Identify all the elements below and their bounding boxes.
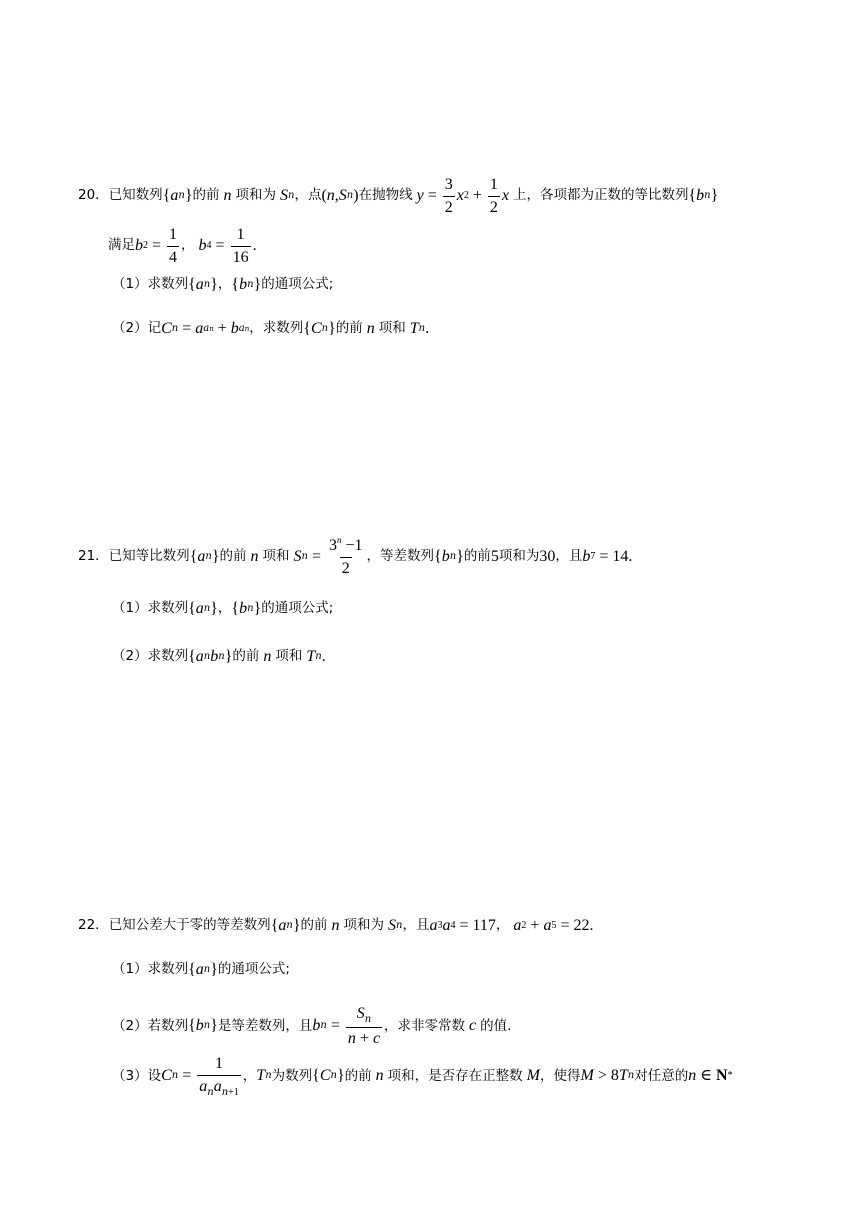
text: 项和 [262, 547, 290, 564]
text: . [628, 547, 633, 565]
text: 的前 [300, 917, 328, 934]
fraction: $\frac{S_n}{n + c}$ [347, 1005, 381, 1047]
text: ，求非零常数 [384, 1017, 466, 1034]
number: 5 [490, 547, 499, 565]
text: ，且 [402, 917, 430, 934]
text: 项和为 [235, 187, 277, 204]
fraction: $\frac{3^n -1}{2}$ [329, 535, 363, 577]
fraction: $\frac{3}{2}$ [444, 176, 453, 216]
text: 上，各项都为正数的等比数列 [512, 187, 689, 204]
problem-number: 20． [78, 187, 109, 204]
text: 项和为 [343, 917, 385, 934]
text: . [589, 917, 594, 934]
text: 满足 [108, 237, 135, 254]
text: 的前 [219, 547, 247, 564]
number: 30 [539, 547, 556, 565]
p21-question-2: （2）求数列 { a n b n } 的前 n 项和 T n . [112, 648, 326, 665]
text: 的通项公式; [261, 276, 334, 293]
number: 14 [612, 547, 629, 565]
text: （1）求数列 [112, 600, 189, 617]
text: 的前 [463, 547, 491, 564]
text: 项和 [378, 320, 406, 337]
number: 22 [573, 917, 590, 934]
text: ， [242, 1067, 257, 1084]
text: （2）若数列 [112, 1017, 189, 1034]
text: 的前 [344, 1067, 372, 1084]
text: . [252, 237, 257, 255]
fraction: $\frac{1}{16}$ [232, 226, 249, 266]
text: ， [217, 600, 232, 617]
text: 项和 [275, 648, 303, 665]
text: ，点 [294, 187, 322, 204]
problem-number: 22． [78, 917, 109, 934]
p22-question-1: （1）求数列 { a n } 的通项公式; [112, 961, 290, 978]
number: 117 [472, 917, 496, 934]
text: 已知等比数列 [108, 547, 190, 564]
text: ，等差数列 [366, 547, 435, 564]
text: 已知公差大于零的等差数列 [108, 917, 271, 934]
p20-stem-line1: 20． 已知数列 { a n } 的前 n 项和为 S n ，点 ( n , S n ) 在抛物线 y = $\frac{3}{2}$ x 2 + $\frac{1}{2}$ x 上，各项都为正数的等比数列 { b n } [78, 176, 719, 216]
p21-question-1: （1）求数列 { a n } ， { b n } 的通项公式; [112, 600, 334, 617]
text: 的通项公式; [217, 961, 290, 978]
text: . [425, 320, 430, 337]
p22-question-3: （3）设 C n = $\frac{1}{a_na_{n+1}}$ ， T n 为数列 { C n } 的前 n 项和，是否存在正整数 M ，使得 M > 8 T n 对任意的 n ∈ N * [112, 1055, 733, 1098]
text: 的通项公式; [261, 600, 334, 617]
text: ，且 [555, 547, 583, 564]
text: ， [217, 276, 232, 293]
text: （1）求数列 [112, 961, 189, 978]
fraction: $\frac{1}{a_na_{n+1}}$ [199, 1055, 239, 1098]
text: 在抛物线 [358, 187, 413, 204]
text: 已知数列 [108, 187, 163, 204]
text: 的前 [335, 320, 363, 337]
text: ， [495, 917, 510, 934]
text: （3）设 [112, 1067, 162, 1084]
p20-question-2: （2）记 C n = a a n + b a n ，求数列 { C n } 的前 n 项和 T n . [112, 320, 430, 337]
text: 对任意的 [634, 1067, 689, 1084]
text: ， [181, 237, 195, 254]
fraction: $\frac{1}{4}$ [169, 226, 178, 266]
text: 的前 [192, 187, 220, 204]
text: （2）记 [112, 320, 162, 337]
text: （1）求数列 [112, 276, 189, 293]
p22-question-2: （2）若数列 { b n } 是等差数列，且 b n = $\frac{S_n}{n + c}$ ，求非零常数 c 的值. [112, 1005, 512, 1047]
text: 的值. [480, 1017, 512, 1034]
text: 为数列 [271, 1067, 313, 1084]
p20-stem-line2: 满足 b 2 = $\frac{1}{4}$ ， b 4 = $\frac{1}{16}$ . [108, 226, 257, 266]
text: 的前 [232, 648, 260, 665]
text: ，使得 [539, 1067, 581, 1084]
p20-question-1: （1）求数列 { a n } ， { b n } 的通项公式; [112, 276, 334, 293]
text: ，求数列 [249, 320, 304, 337]
p22-stem: 22． 已知公差大于零的等差数列 { a n } 的前 n 项和为 S n ，且 a 3 a 4 = 117 ， a 2 + a 5 = 22 . [78, 917, 594, 934]
text: 是等差数列，且 [217, 1017, 313, 1034]
text: 项和为 [498, 547, 540, 564]
text: 项和，是否存在正整数 [387, 1067, 523, 1084]
text: （2）求数列 [112, 648, 189, 665]
text: . [321, 648, 326, 665]
problem-number: 21． [78, 547, 109, 564]
p21-stem: 21． 已知等比数列 { a n } 的前 n 项和 S n = $\frac{3^n -1}{2}$ ，等差数列 { b n } 的前 5 项和为 30 ，且 b 7 = 14 . [78, 535, 633, 577]
fraction: $\frac{1}{2}$ [489, 176, 498, 216]
